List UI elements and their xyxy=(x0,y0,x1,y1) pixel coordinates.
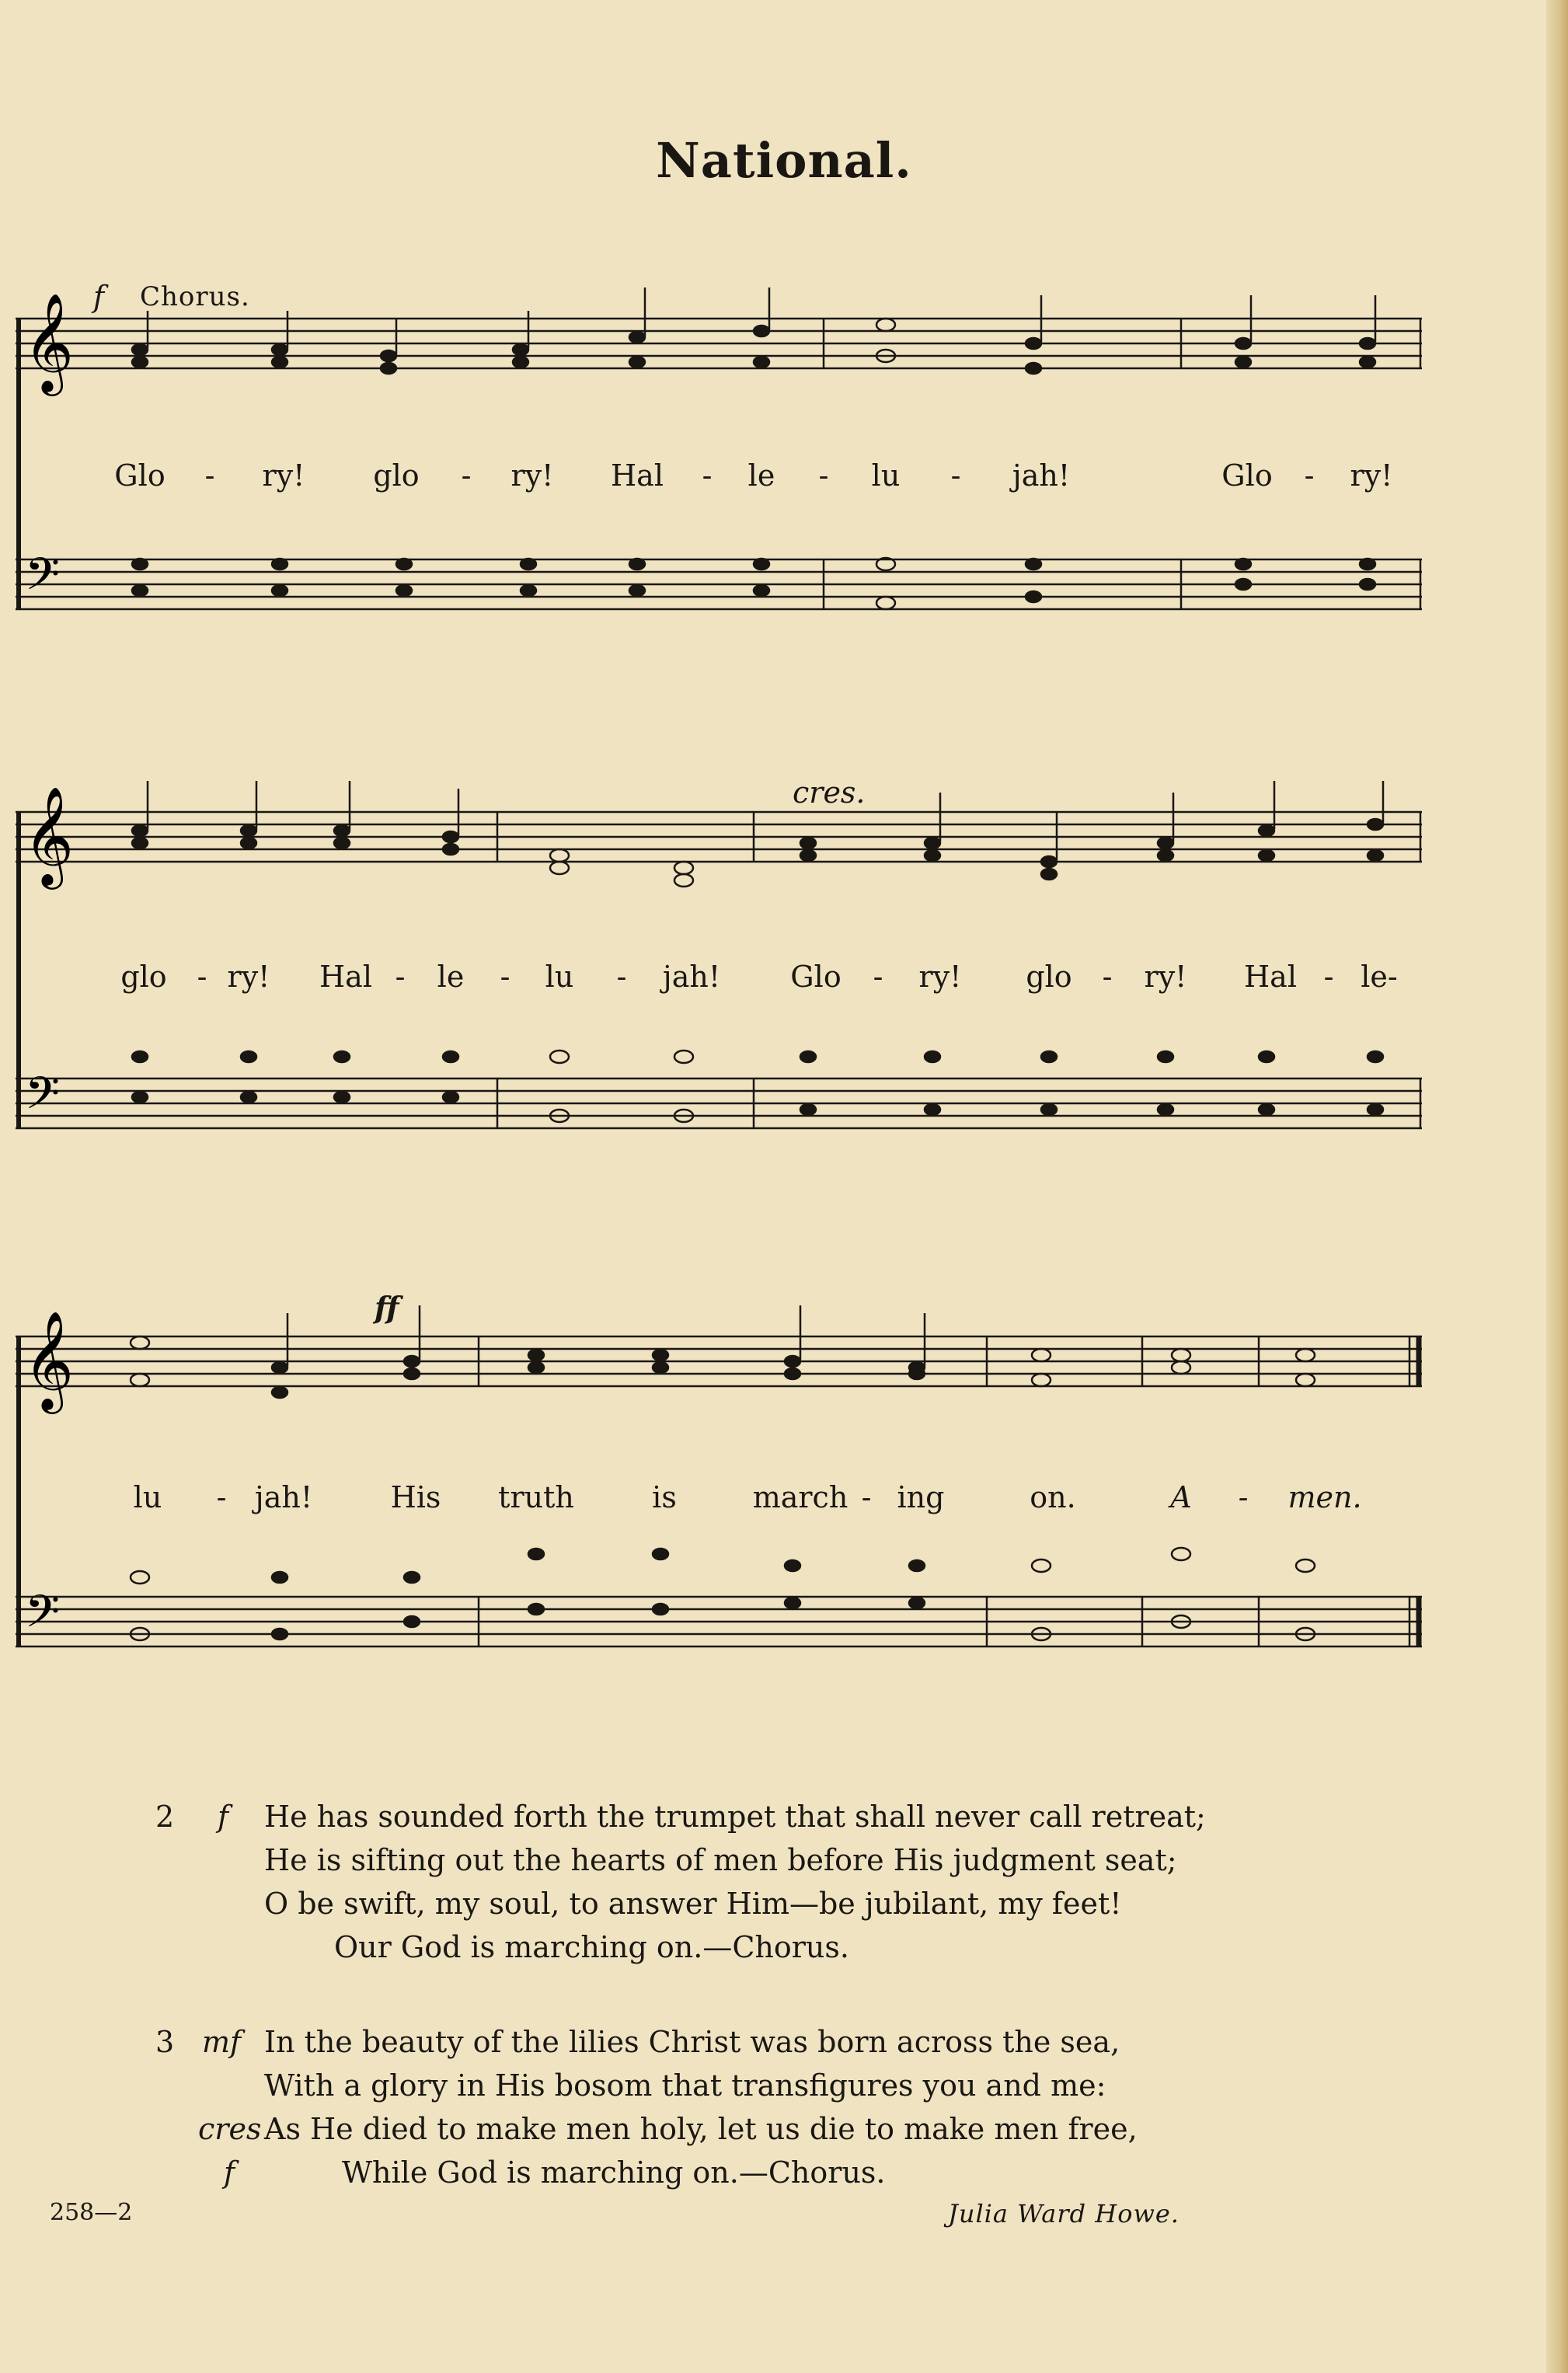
lyric-syllable: ry! xyxy=(510,458,554,493)
lyric-syllable: lu xyxy=(133,1480,162,1514)
dynamic-mark: cres xyxy=(198,2112,262,2146)
lyric-hyphen: - xyxy=(1102,960,1113,994)
lyric-syllable: ry! xyxy=(262,458,305,493)
page-code: 258—2 xyxy=(50,2199,133,2226)
verse-text: With a glory in His bosom that transfigures you and me: xyxy=(264,2068,1106,2103)
lyric-hyphen: - xyxy=(204,458,215,493)
verse-line xyxy=(155,1882,1321,1925)
verse-text: He is sifting out the hearts of men before His judgment seat; xyxy=(264,1843,1177,1877)
amen-hyphen: - xyxy=(1238,1480,1249,1514)
verse-text: O be swift, my soul, to answer Him—be jubilant, my feet! xyxy=(264,1887,1122,1921)
music-system-3 xyxy=(16,1290,1422,1694)
dynamic-mark: ff xyxy=(375,1290,399,1325)
lyric-syllable: glo xyxy=(120,960,167,994)
hymn-title: National. xyxy=(656,132,912,189)
lyrics-line-3 xyxy=(16,1480,1422,1527)
lyric-hyphen: - xyxy=(1304,458,1315,493)
svg-text:𝄢: 𝄢 xyxy=(25,1585,61,1649)
lyric-syllable: truth xyxy=(498,1480,574,1514)
verse-text: While God is marching on.—Chorus. xyxy=(342,2155,886,2190)
lyric-syllable: ry! xyxy=(1350,458,1393,493)
verse-line xyxy=(155,2020,1321,2064)
lyric-hyphen: - xyxy=(461,458,472,493)
lyric-syllable: Glo xyxy=(790,960,841,994)
svg-text:𝄢: 𝄢 xyxy=(25,548,61,612)
lyric-hyphen: - xyxy=(873,960,883,994)
dynamic-mark: f xyxy=(224,2155,235,2190)
verse-line xyxy=(155,1795,1321,1838)
lyric-syllable: ing xyxy=(897,1480,945,1514)
chorus-label: Chorus. xyxy=(140,281,250,312)
dynamic-mark: mf xyxy=(202,2025,242,2059)
lyric-syllable: le xyxy=(747,458,775,493)
lyric-hyphen: - xyxy=(216,1480,227,1514)
lyrics-line-1 xyxy=(16,458,1422,505)
lyric-syllable: His xyxy=(390,1480,441,1514)
dynamic-mark: f xyxy=(218,1800,229,1834)
lyric-syllable: ry! xyxy=(227,960,270,994)
svg-text:𝄢: 𝄢 xyxy=(25,1067,61,1131)
verse-line xyxy=(155,1925,1321,1969)
lyric-syllable: Hal xyxy=(319,960,372,994)
verse-text: Our God is marching on.—Chorus. xyxy=(334,1930,849,1964)
verse-line xyxy=(155,2107,1321,2151)
music-system-2 xyxy=(16,777,1422,1166)
lyric-syllable: glo xyxy=(1026,960,1072,994)
lyric-syllable: is xyxy=(652,1480,677,1514)
verse-text: As He died to make men holy, let us die to make men free, xyxy=(264,2112,1138,2146)
lyric-syllable: le xyxy=(437,960,465,994)
verse-number: 2 xyxy=(155,1800,175,1834)
verse-line xyxy=(155,1838,1321,1882)
lyric-syllable: march xyxy=(752,1480,848,1514)
verse-text: In the beauty of the lilies Christ was born across the sea, xyxy=(264,2025,1120,2059)
verse-2 xyxy=(155,1795,1321,1969)
amen-syllable: men. xyxy=(1288,1480,1362,1514)
lyric-syllable: Glo xyxy=(114,458,166,493)
lyric-hyphen: - xyxy=(702,458,713,493)
music-system-1 xyxy=(16,280,1422,668)
lyric-syllable: ry! xyxy=(918,960,962,994)
lyric-syllable: lu xyxy=(871,458,901,493)
lyric-syllable: lu xyxy=(545,960,574,994)
dynamic-mark: f xyxy=(93,280,105,314)
amen-syllable: A xyxy=(1170,1480,1192,1514)
lyric-syllable: jah! xyxy=(662,960,721,994)
page-edge xyxy=(1546,0,1568,2373)
verse-number: 3 xyxy=(155,2025,175,2059)
lyric-syllable: Glo xyxy=(1221,458,1273,493)
verse-3 xyxy=(155,2020,1321,2194)
svg-text:𝄞: 𝄞 xyxy=(23,1310,75,1410)
lyric-syllable: jah! xyxy=(1012,458,1071,493)
lyric-syllable: le- xyxy=(1361,960,1398,994)
lyric-syllable: glo xyxy=(373,458,420,493)
verse-line xyxy=(155,2151,1321,2194)
lyric-syllable: Hal xyxy=(1244,960,1297,994)
lyric-hyphen: - xyxy=(861,1480,872,1514)
verse-text: He has sounded forth the trumpet that shall never call retreat; xyxy=(264,1800,1206,1834)
lyric-hyphen: - xyxy=(395,960,406,994)
lyric-syllable: on. xyxy=(1030,1480,1076,1514)
lyric-hyphen: - xyxy=(197,960,207,994)
lyric-syllable: jah! xyxy=(254,1480,313,1514)
dynamic-mark: cres. xyxy=(793,775,866,810)
verse-line xyxy=(155,2064,1321,2107)
lyric-hyphen: - xyxy=(950,458,961,493)
lyric-syllable: ry! xyxy=(1144,960,1187,994)
lyric-hyphen: - xyxy=(616,960,627,994)
author-credit: Julia Ward Howe. xyxy=(948,2199,1179,2228)
lyric-hyphen: - xyxy=(1323,960,1334,994)
lyrics-line-2 xyxy=(16,960,1422,1006)
svg-text:𝄞: 𝄞 xyxy=(23,292,75,392)
lyric-syllable: Hal xyxy=(611,458,664,493)
lyric-hyphen: - xyxy=(500,960,510,994)
lyric-hyphen: - xyxy=(818,458,829,493)
svg-text:𝄞: 𝄞 xyxy=(23,786,75,885)
